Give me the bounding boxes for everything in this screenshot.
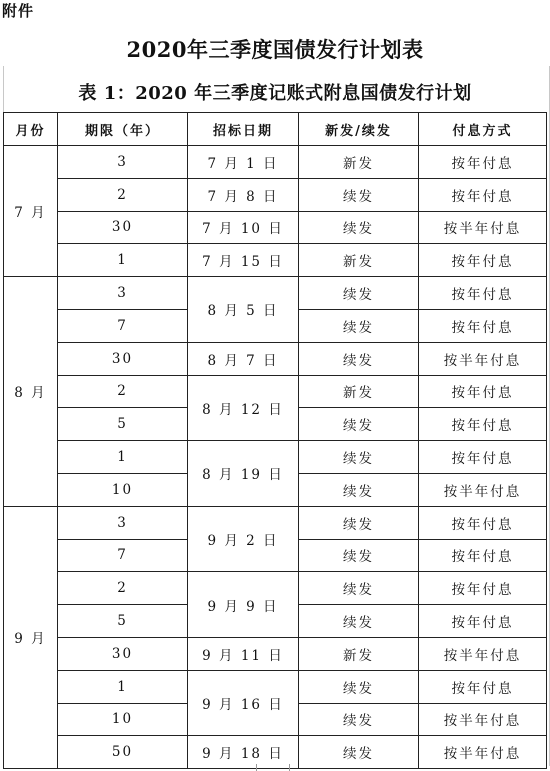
interest-method-cell: 按半年付息 bbox=[419, 342, 547, 375]
new-or-reopen-cell: 续发 bbox=[299, 342, 419, 375]
term-cell: 30 bbox=[58, 637, 188, 670]
new-or-reopen-cell: 新发 bbox=[299, 146, 419, 179]
issuance-plan-table bbox=[3, 112, 547, 769]
tender-date-cell: 7 月 15 日 bbox=[188, 244, 299, 277]
new-or-reopen-cell: 续发 bbox=[299, 736, 419, 769]
term-cell: 3 bbox=[58, 506, 188, 539]
new-or-reopen-cell: 续发 bbox=[299, 539, 419, 572]
interest-method-cell: 按年付息 bbox=[419, 605, 547, 638]
table-body bbox=[4, 146, 547, 769]
term-cell: 2 bbox=[58, 375, 188, 408]
new-or-reopen-cell: 新发 bbox=[299, 244, 419, 277]
term-cell: 30 bbox=[58, 342, 188, 375]
interest-method-cell: 按半年付息 bbox=[419, 211, 547, 244]
term-cell: 1 bbox=[58, 441, 188, 474]
tender-date-cell: 9 月 18 日 bbox=[188, 736, 299, 769]
new-or-reopen-cell: 新发 bbox=[299, 375, 419, 408]
month-cell: 9 月 bbox=[4, 506, 58, 768]
term-cell: 5 bbox=[58, 408, 188, 441]
term-cell: 10 bbox=[58, 703, 188, 736]
interest-method-cell: 按年付息 bbox=[419, 375, 547, 408]
interest-method-cell: 按年付息 bbox=[419, 670, 547, 703]
interest-method-cell: 按年付息 bbox=[419, 408, 547, 441]
header-interest-method: 付息方式 bbox=[419, 113, 547, 146]
tender-date-cell: 9 月 2 日 bbox=[188, 506, 299, 572]
table-row bbox=[4, 736, 547, 769]
header-month: 月份 bbox=[4, 113, 58, 146]
term-cell: 3 bbox=[58, 146, 188, 179]
term-cell: 7 bbox=[58, 539, 188, 572]
new-or-reopen-cell: 续发 bbox=[299, 408, 419, 441]
term-cell: 5 bbox=[58, 605, 188, 638]
table-row bbox=[4, 244, 547, 277]
interest-method-cell: 按半年付息 bbox=[419, 703, 547, 736]
new-or-reopen-cell: 续发 bbox=[299, 277, 419, 310]
term-cell: 2 bbox=[58, 178, 188, 211]
page-title: 2020年三季度国债发行计划表 bbox=[126, 37, 424, 62]
tender-date-cell: 9 月 16 日 bbox=[188, 670, 299, 736]
term-cell: 1 bbox=[58, 670, 188, 703]
tender-date-cell: 7 月 1 日 bbox=[188, 146, 299, 179]
interest-method-cell: 按年付息 bbox=[419, 572, 547, 605]
table-row bbox=[4, 277, 547, 310]
new-or-reopen-cell: 续发 bbox=[299, 703, 419, 736]
table-title: 表 1：2020 年三季度记账式附息国债发行计划 bbox=[78, 83, 472, 104]
table-row bbox=[4, 211, 547, 244]
table-row bbox=[4, 572, 547, 605]
tender-date-cell: 9 月 11 日 bbox=[188, 637, 299, 670]
new-or-reopen-cell: 续发 bbox=[299, 605, 419, 638]
header-new-or-reopen: 新发/续发 bbox=[299, 113, 419, 146]
table-row bbox=[4, 178, 547, 211]
bottom-tick-mark bbox=[289, 764, 290, 771]
interest-method-cell: 按半年付息 bbox=[419, 736, 547, 769]
table-row bbox=[4, 441, 547, 474]
term-cell: 50 bbox=[58, 736, 188, 769]
tender-date-cell: 7 月 10 日 bbox=[188, 211, 299, 244]
term-cell: 1 bbox=[58, 244, 188, 277]
new-or-reopen-cell: 续发 bbox=[299, 473, 419, 506]
month-cell: 8 月 bbox=[4, 277, 58, 507]
month-cell: 7 月 bbox=[4, 146, 58, 277]
table-row bbox=[4, 146, 547, 179]
interest-method-cell: 按年付息 bbox=[419, 441, 547, 474]
tender-date-cell: 8 月 5 日 bbox=[188, 277, 299, 343]
interest-method-cell: 按年付息 bbox=[419, 244, 547, 277]
new-or-reopen-cell: 续发 bbox=[299, 211, 419, 244]
new-or-reopen-cell: 续发 bbox=[299, 572, 419, 605]
header-term: 期限（年） bbox=[58, 113, 188, 146]
interest-method-cell: 按半年付息 bbox=[419, 473, 547, 506]
interest-method-cell: 按半年付息 bbox=[419, 637, 547, 670]
term-cell: 30 bbox=[58, 211, 188, 244]
attachment-label: 附件 bbox=[2, 2, 35, 20]
header-tender-date: 招标日期 bbox=[188, 113, 299, 146]
interest-method-cell: 按年付息 bbox=[419, 506, 547, 539]
tender-date-cell: 8 月 12 日 bbox=[188, 375, 299, 441]
new-or-reopen-cell: 续发 bbox=[299, 441, 419, 474]
interest-method-cell: 按年付息 bbox=[419, 178, 547, 211]
table-row bbox=[4, 637, 547, 670]
new-or-reopen-cell: 续发 bbox=[299, 309, 419, 342]
term-cell: 3 bbox=[58, 277, 188, 310]
interest-method-cell: 按年付息 bbox=[419, 539, 547, 572]
new-or-reopen-cell: 续发 bbox=[299, 670, 419, 703]
tender-date-cell: 8 月 19 日 bbox=[188, 441, 299, 507]
tender-date-cell: 9 月 9 日 bbox=[188, 572, 299, 638]
term-cell: 2 bbox=[58, 572, 188, 605]
table-row bbox=[4, 506, 547, 539]
table-row bbox=[4, 342, 547, 375]
interest-method-cell: 按年付息 bbox=[419, 277, 547, 310]
bottom-tick-mark bbox=[256, 764, 257, 771]
table-row bbox=[4, 375, 547, 408]
term-cell: 10 bbox=[58, 473, 188, 506]
new-or-reopen-cell: 续发 bbox=[299, 178, 419, 211]
interest-method-cell: 按年付息 bbox=[419, 309, 547, 342]
header-row bbox=[4, 113, 547, 146]
table-row bbox=[4, 670, 547, 703]
new-or-reopen-cell: 新发 bbox=[299, 637, 419, 670]
tender-date-cell: 8 月 7 日 bbox=[188, 342, 299, 375]
tender-date-cell: 7 月 8 日 bbox=[188, 178, 299, 211]
interest-method-cell: 按年付息 bbox=[419, 146, 547, 179]
table-header bbox=[4, 113, 547, 146]
new-or-reopen-cell: 续发 bbox=[299, 506, 419, 539]
term-cell: 7 bbox=[58, 309, 188, 342]
